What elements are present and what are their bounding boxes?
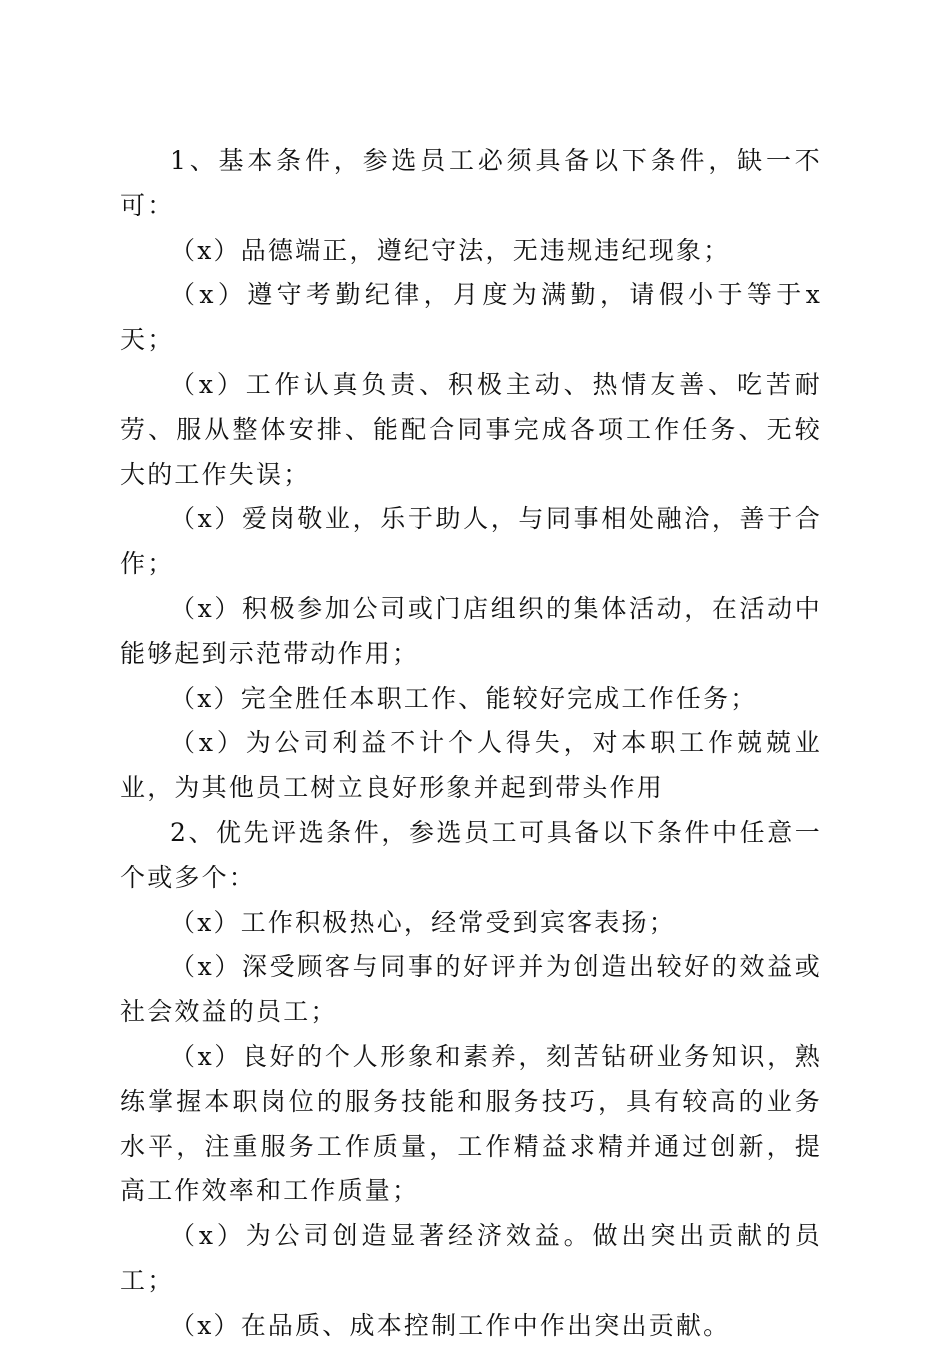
paragraph-condition-item: （x）工作认真负责、积极主动、热情友善、吃苦耐劳、服从整体安排、能配合同事完成各项工作任务、无较大的工作失误； — [120, 369, 822, 489]
paragraph-priority-conditions-heading: 2、优先评选条件，参选员工可具备以下条件中任意一个或多个： — [120, 817, 822, 892]
paragraph-condition-item: （x）遵守考勤纪律，月度为满勤，请假小于等于x天； — [120, 280, 822, 355]
paragraph-priority-item: （x）工作积极热心，经常受到宾客表扬； — [170, 907, 676, 937]
paragraph-condition-item: （x）品德端正，遵纪守法，无违规违纪现象； — [170, 235, 731, 265]
paragraph-basic-conditions-heading: 1、基本条件，参选员工必须具备以下条件，缺一不可： — [120, 146, 822, 220]
paragraph-condition-item: （x）积极参加公司或门店组织的集体活动，在活动中能够起到示范带动作用； — [120, 593, 822, 668]
paragraph-condition-item: （x）为公司利益不计个人得失，对本职工作兢兢业业，为其他员工树立良好形象并起到带头作用 — [120, 728, 822, 803]
paragraph-priority-item: （x）在品质、成本控制工作中作出突出贡献。 — [170, 1310, 731, 1340]
paragraph-priority-item: （x）良好的个人形象和素养，刻苦钻研业务知识，熟练掌握本职岗位的服务技能和服务技巧，具有较高的业务水平，注重服务工作质量，工作精益求精并通过创新，提高工作效率和工作质量； — [120, 1041, 822, 1206]
document-body — [120, 139, 822, 1349]
paragraph-priority-item: （x）深受顾客与同事的好评并为创造出较好的效益或社会效益的员工； — [120, 952, 822, 1027]
paragraph-condition-item: （x）完全胜任本职工作、能较好完成工作任务； — [170, 683, 758, 713]
paragraph-condition-item: （x）爱岗敬业，乐于助人，与同事相处融洽，善于合作； — [120, 504, 822, 579]
paragraph-priority-item: （x）为公司创造显著经济效益。做出突出贡献的员工； — [120, 1221, 822, 1295]
